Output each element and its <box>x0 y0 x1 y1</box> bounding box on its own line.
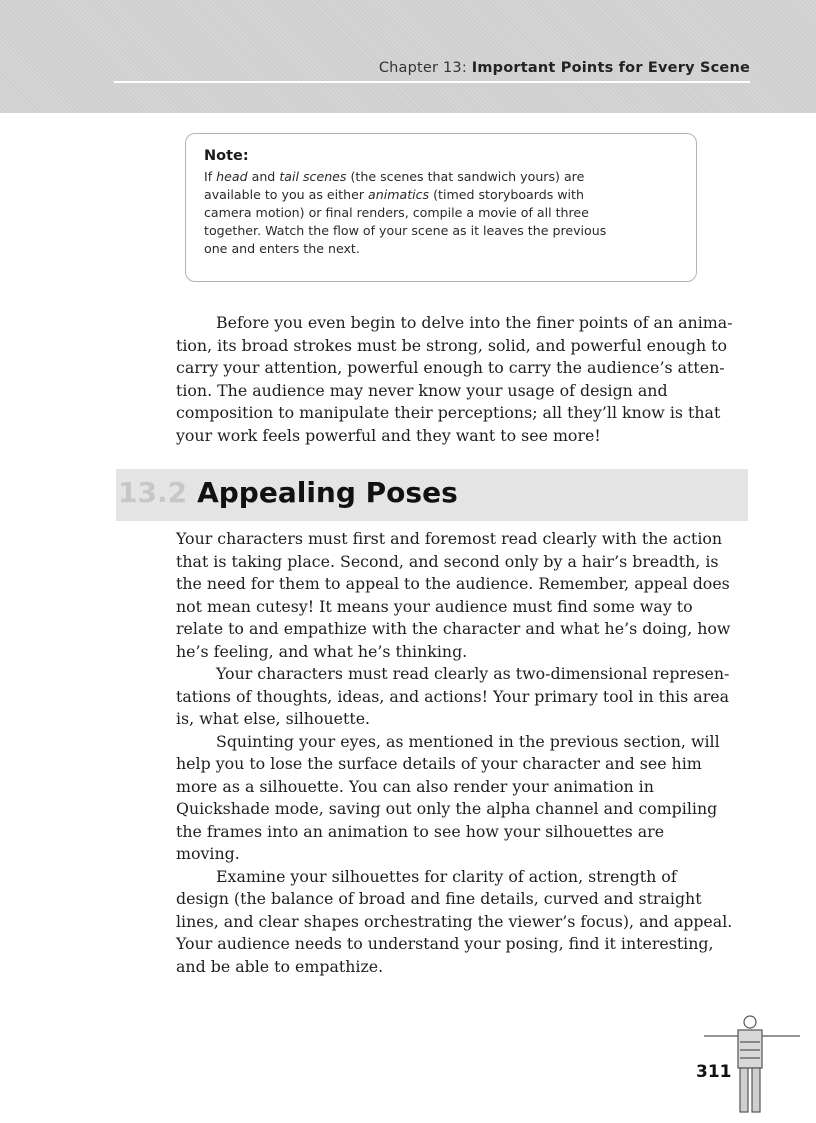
note-text-run: one and enters the next. <box>204 241 360 256</box>
text-line: lines, and clear shapes orchestrating the viewer’s focus), and appeal. <box>176 911 733 931</box>
note-text-run: available to you as either <box>204 187 369 202</box>
note-text-run: camera motion) or final renders, compile a movie of all three <box>204 205 589 220</box>
text-line: and be able to empathize. <box>176 956 384 976</box>
text-line: relate to and empathize with the character and what he’s doing, how <box>176 619 731 638</box>
note-term-animatics: animatics <box>368 187 430 202</box>
figure-torso <box>738 1030 762 1068</box>
figure-left-leg <box>740 1068 748 1112</box>
note-text-run: If <box>204 169 217 184</box>
note-box <box>185 133 697 282</box>
text-line: is, what else, silhouette. <box>176 709 371 728</box>
chapter-title: Important Points for Every Scene <box>471 60 750 76</box>
header-rule <box>114 81 750 83</box>
paragraph <box>176 731 758 866</box>
text-line: Your characters must first and foremost read clearly with the action <box>176 529 723 548</box>
note-text-run: together. Watch the flow of your scene as it leaves the previous <box>204 223 607 238</box>
header-band <box>0 0 816 113</box>
paragraph <box>176 663 758 731</box>
text-line: more as a silhouette. You can also render your animation in <box>176 776 654 796</box>
text-line: the need for them to appeal to the audience. Remember, appeal does <box>176 574 730 593</box>
text-line: design (the balance of broad and fine details, curved and straight <box>176 889 702 908</box>
text-line: Examine your silhouettes for clarity of action, strength of <box>216 866 677 886</box>
figure-head <box>744 1016 756 1028</box>
section-title: Appealing Poses <box>197 476 458 509</box>
text-line: moving. <box>176 844 240 863</box>
text-line: composition to manipulate their perceptions; all they’ll know is that <box>176 403 721 422</box>
text-line: your work feels powerful and they want to see more! <box>176 425 601 445</box>
chapter-label: Chapter 13: <box>378 60 467 76</box>
page-number: 311 <box>696 1062 732 1082</box>
text-line: Squinting your eyes, as mentioned in the previous section, will <box>216 731 720 751</box>
paragraph <box>176 866 758 979</box>
running-head <box>379 60 750 76</box>
section-heading <box>118 476 458 509</box>
note-text <box>204 168 678 258</box>
section-number: 13.2 <box>118 476 188 509</box>
intro-paragraph <box>176 312 758 447</box>
note-text-run: (the scenes that sandwich yours) are <box>346 169 585 184</box>
text-line: tion, its broad strokes must be strong, solid, and powerful enough to <box>176 335 728 355</box>
text-line: Your characters must read clearly as two-dimensional represen- <box>216 664 730 683</box>
text-line: that is taking place. Second, and second only by a hair’s breadth, is <box>176 551 719 571</box>
text-line: Your audience needs to understand your posing, find it interesting, <box>176 934 714 953</box>
text-line: carry your attention, powerful enough to carry the audience’s atten- <box>176 358 725 377</box>
note-text-run: (timed storyboards with <box>429 187 584 202</box>
figure-right-leg <box>752 1068 760 1112</box>
note-title: Note: <box>204 148 249 164</box>
note-term-head: head <box>216 169 248 184</box>
text-line: help you to lose the surface details of your character and see him <box>176 754 702 773</box>
text-line: Before you even begin to delve into the finer points of an anima- <box>216 313 733 332</box>
paragraph <box>176 312 758 447</box>
text-line: tion. The audience may never know your usage of design and <box>176 380 668 400</box>
note-term-tail-scenes: tail scenes <box>279 169 347 184</box>
paragraph <box>176 528 758 663</box>
note-text-run: and <box>247 169 280 184</box>
text-line: tations of thoughts, ideas, and actions! Your primary tool in this area <box>176 686 730 706</box>
text-line: not mean cutesy! It means your audience must find some way to <box>176 596 693 616</box>
text-line: the frames into an animation to see how your silhouettes are <box>176 821 665 841</box>
section-body <box>176 528 758 978</box>
text-line: Quickshade mode, saving out only the alpha channel and compiling <box>176 799 718 818</box>
text-line: he’s feeling, and what he’s thinking. <box>176 641 468 661</box>
